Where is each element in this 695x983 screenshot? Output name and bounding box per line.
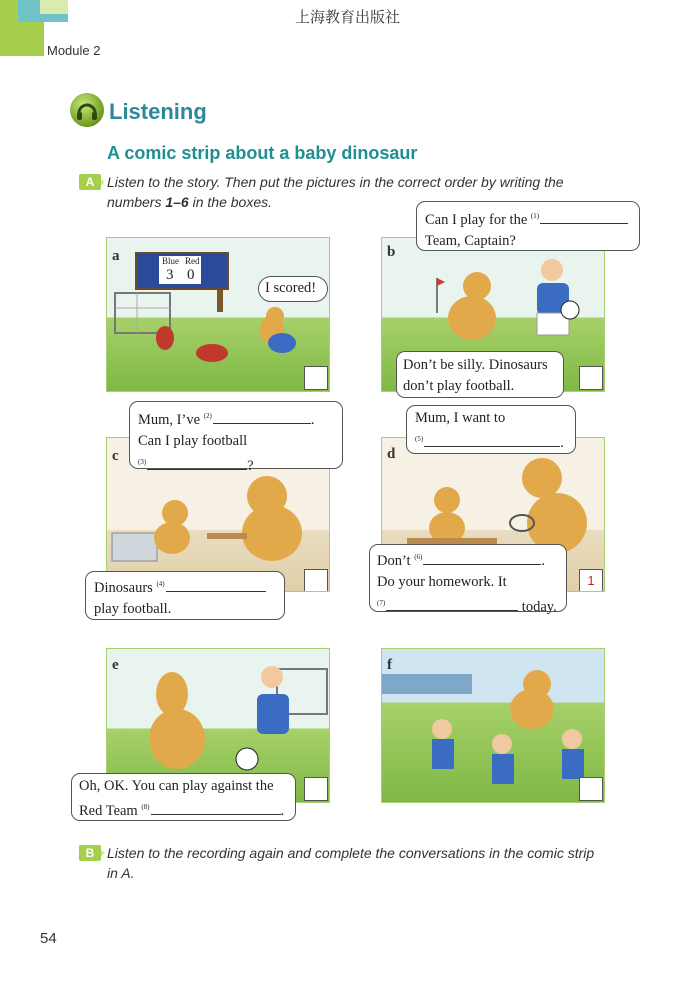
panel-d-label: d [387, 446, 396, 462]
answer-box-b[interactable] [579, 366, 603, 390]
speech-bubble-a: I scored! [258, 276, 328, 302]
module-label: Module 2 [47, 43, 101, 58]
blank-number-3: (3) [138, 457, 147, 466]
speech-bubble-d1: Mum, I want to $^{(5)}$ . [406, 405, 576, 454]
task-a-line2: numbers 1–6 in the boxes. [107, 194, 272, 210]
task-a-line1: Listen to the story. Then put the pictures in the correct order by writing the [107, 174, 564, 190]
scoreboard-red-label: Red [185, 256, 200, 266]
headphones-icon [70, 93, 104, 127]
blank-4[interactable] [166, 577, 266, 592]
section-title: Listening [109, 99, 207, 124]
blank-3[interactable] [147, 455, 247, 470]
task-b-line1: Listen to the recording again and complete the conversations in the comic strip [107, 845, 595, 861]
score-red: 0 [187, 267, 195, 283]
panel-c-label: c [112, 448, 119, 464]
page-number: 54 [40, 930, 57, 947]
section-subtitle: A comic strip about a baby dinosaur [107, 143, 418, 163]
blank-number-1: (1) [530, 212, 540, 220]
blank-5[interactable] [424, 432, 560, 447]
panel-b-label: b [387, 244, 396, 260]
blank-number-8: (8) [141, 803, 150, 811]
scoreboard-blue-label: Blue [162, 256, 179, 266]
speech-bubble-b2: Don’t be silly. Dinosaurs don’t play football. [396, 351, 564, 398]
blank-number-6: (6) [414, 553, 423, 561]
answer-box-c[interactable] [304, 569, 328, 592]
speech-bubble-e: Oh, OK. You can play against the Red Team $^{(8)}$ . [71, 773, 296, 821]
speech-bubble-d2: Don’t $^{(6)}$ . Do your homework. It $^{(7)}$ today. [369, 544, 567, 612]
blank-number-5: (5) [415, 435, 424, 443]
speech-bubble-c1: Mum, I’ve $^{(2)}$ . Can I play football $^{(3)}$ ? [129, 401, 343, 469]
task-b-instruction [107, 843, 594, 883]
blank-2[interactable] [213, 409, 311, 424]
answer-box-d[interactable]: 1 [579, 569, 603, 592]
panel-f-label: f [387, 657, 392, 673]
panel-a [106, 237, 330, 392]
scoreboard [135, 252, 229, 290]
task-a-numbers: 1–6 [165, 194, 189, 210]
answer-box-e[interactable] [304, 777, 328, 801]
blank-6[interactable] [423, 550, 541, 565]
speech-bubble-b1: Can I play for the $^{(1)}$ Team, Captain? [416, 201, 640, 251]
task-b-tag: B [79, 845, 101, 861]
score-blue: 3 [166, 267, 174, 283]
task-a-tag: A [79, 174, 101, 190]
blank-7[interactable] [386, 596, 518, 611]
blank-1[interactable] [540, 209, 628, 224]
answer-box-f[interactable] [579, 777, 603, 801]
panel-f [381, 648, 605, 803]
blank-number-4: (4) [156, 580, 165, 588]
panel-e-label: e [112, 657, 119, 673]
speech-bubble-c2: Dinosaurs $^{(4)}$ play football. [85, 571, 285, 620]
task-b-line2: in A. [107, 865, 135, 881]
blank-number-2: (2) [203, 412, 212, 420]
blank-8[interactable] [151, 800, 281, 815]
blank-number-7: (7) [377, 598, 386, 607]
publisher-name: 上海教育出版社 [294, 8, 400, 26]
answer-box-a[interactable] [304, 366, 328, 390]
panel-a-label: a [112, 248, 120, 264]
